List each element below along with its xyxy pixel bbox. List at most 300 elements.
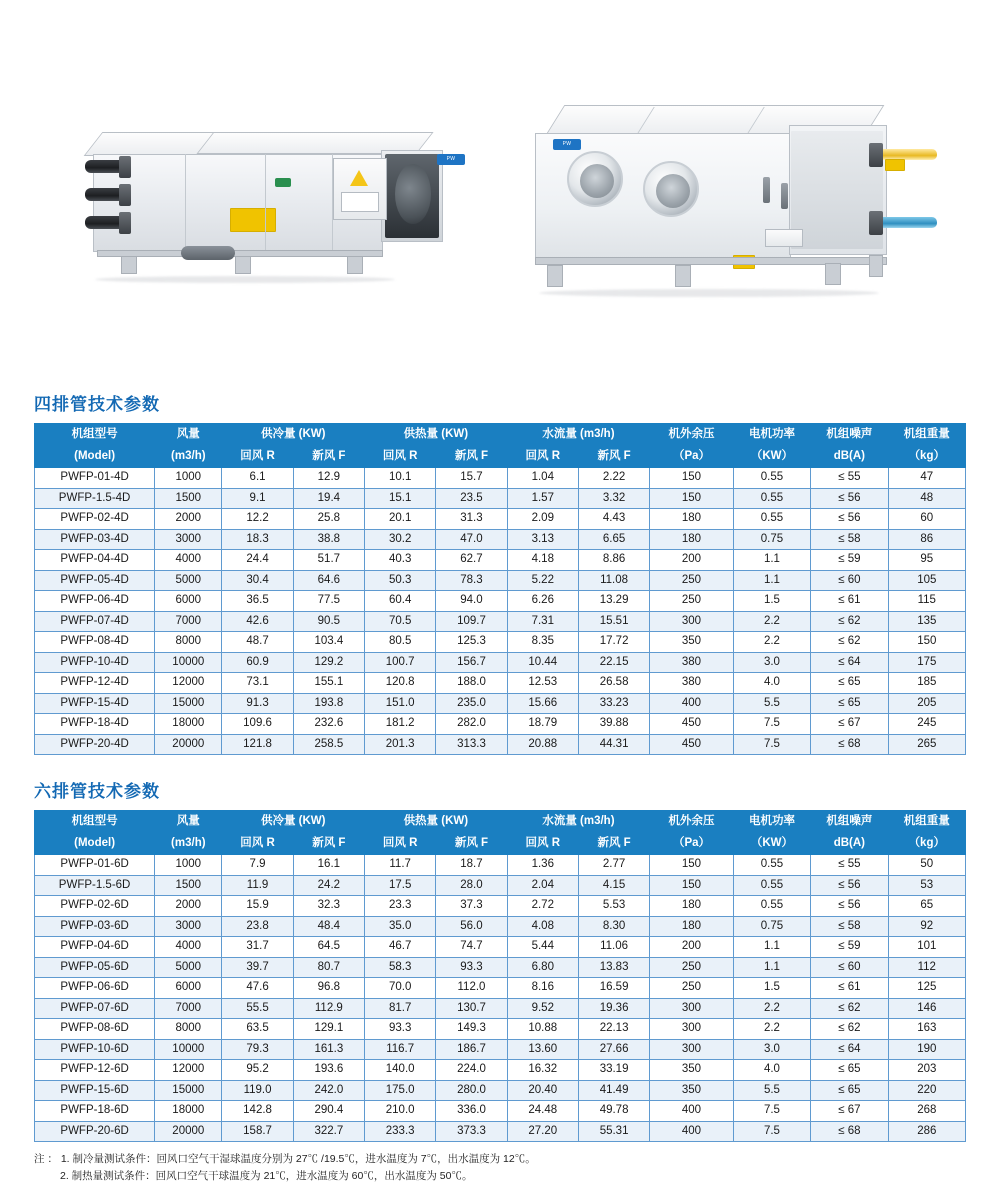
- note-line-1: 注 ： 1. 制冷量测试条件：回风口空气干湿球温度分别为 27℃ /19.5℃，进水温度为 7℃，出水温度为 12℃。: [34, 1153, 536, 1165]
- th-airflow-top: 风量: [155, 424, 222, 446]
- cell-value: 8000: [155, 632, 222, 653]
- cell-value: 78.3: [436, 570, 507, 591]
- cell-value: 46.7: [365, 937, 436, 958]
- cell-value: 5000: [155, 570, 222, 591]
- cell-value: 55.5: [222, 998, 293, 1019]
- cell-value: 48: [888, 488, 965, 509]
- cell-model: PWFP-18-6D: [35, 1101, 155, 1122]
- table-row: [35, 714, 966, 735]
- cell-value: 12.9: [293, 468, 364, 489]
- cell-value: 1.57: [507, 488, 578, 509]
- th-heating: 供热量 (KW): [365, 811, 508, 833]
- cell-value: 350: [650, 1060, 734, 1081]
- th-cooling-return: 回风 R: [222, 446, 293, 468]
- cell-value: 1.1: [733, 957, 810, 978]
- cell-value: 105: [888, 570, 965, 591]
- cell-value: 220: [888, 1080, 965, 1101]
- cell-value: 7.5: [733, 734, 810, 755]
- mounting-foot: [825, 263, 841, 285]
- th-cooling-fresh: 新风 F: [293, 833, 364, 855]
- cell-value: 193.6: [293, 1060, 364, 1081]
- cell-model: PWFP-05-6D: [35, 957, 155, 978]
- th-water: 水流量 (m3/h): [507, 811, 650, 833]
- cell-value: 12.53: [507, 673, 578, 694]
- table-row: [35, 488, 966, 509]
- cell-value: 23.3: [365, 896, 436, 917]
- cell-value: 7.5: [733, 1121, 810, 1142]
- cell-value: 5.22: [507, 570, 578, 591]
- cell-value: 2.2: [733, 998, 810, 1019]
- cell-value: 129.2: [293, 652, 364, 673]
- cell-value: 37.3: [436, 896, 507, 917]
- cell-value: 200: [650, 550, 734, 571]
- cell-value: 33.19: [578, 1060, 649, 1081]
- cell-value: 101: [888, 937, 965, 958]
- cell-value: 2.22: [578, 468, 649, 489]
- cell-value: 450: [650, 734, 734, 755]
- table-row: [35, 916, 966, 937]
- cell-value: 156.7: [436, 652, 507, 673]
- cell-value: 42.6: [222, 611, 293, 632]
- cell-value: 100.7: [365, 652, 436, 673]
- cell-value: 48.7: [222, 632, 293, 653]
- six-row-table-wrapper: [34, 810, 966, 1142]
- cell-value: 11.06: [578, 937, 649, 958]
- cell-value: 80.5: [365, 632, 436, 653]
- cell-value: 180: [650, 509, 734, 530]
- cell-value: 10.44: [507, 652, 578, 673]
- cell-model: PWFP-08-4D: [35, 632, 155, 653]
- cell-value: 31.3: [436, 509, 507, 530]
- cell-value: 300: [650, 1039, 734, 1060]
- cell-value: ≤ 62: [811, 611, 888, 632]
- th-static-top: 机外余压: [650, 811, 734, 833]
- cell-value: 250: [650, 591, 734, 612]
- cell-value: 5.44: [507, 937, 578, 958]
- table-row: [35, 652, 966, 673]
- cell-value: 15.1: [365, 488, 436, 509]
- cell-value: 9.52: [507, 998, 578, 1019]
- cell-value: 135: [888, 611, 965, 632]
- six-row-spec-table: [34, 810, 966, 1142]
- blue-pipe-lower: [877, 217, 937, 228]
- table-row: [35, 875, 966, 896]
- cell-value: 250: [650, 957, 734, 978]
- cell-model: PWFP-03-4D: [35, 529, 155, 550]
- left-unit-nameplate: [341, 192, 379, 212]
- table-header: [35, 811, 966, 855]
- th-static-bottom: （Pa）: [650, 833, 734, 855]
- cell-value: ≤ 59: [811, 937, 888, 958]
- cell-value: 6.26: [507, 591, 578, 612]
- cell-value: 1.36: [507, 855, 578, 876]
- cell-model: PWFP-03-6D: [35, 916, 155, 937]
- cell-value: 224.0: [436, 1060, 507, 1081]
- cell-value: 20.1: [365, 509, 436, 530]
- cell-value: 15.66: [507, 693, 578, 714]
- cell-value: ≤ 60: [811, 957, 888, 978]
- cell-model: PWFP-1.5-4D: [35, 488, 155, 509]
- cell-value: 50: [888, 855, 965, 876]
- cell-value: 32.3: [293, 896, 364, 917]
- cell-value: 2000: [155, 896, 222, 917]
- cell-value: 17.72: [578, 632, 649, 653]
- mounting-foot: [869, 255, 883, 277]
- th-noise-bottom: dB(A): [811, 446, 888, 468]
- cell-value: 70.5: [365, 611, 436, 632]
- cell-value: 103.4: [293, 632, 364, 653]
- cell-value: 2.72: [507, 896, 578, 917]
- cell-value: 2.2: [733, 611, 810, 632]
- cell-value: 5.5: [733, 1080, 810, 1101]
- table-row: [35, 1121, 966, 1142]
- cell-value: 64.6: [293, 570, 364, 591]
- table-row: [35, 550, 966, 571]
- pipe-tag: [885, 159, 905, 171]
- cell-value: ≤ 60: [811, 570, 888, 591]
- cell-value: 3.13: [507, 529, 578, 550]
- cell-value: 0.75: [733, 916, 810, 937]
- cell-value: ≤ 58: [811, 529, 888, 550]
- cell-value: 190: [888, 1039, 965, 1060]
- cell-value: 86: [888, 529, 965, 550]
- cell-value: 0.55: [733, 855, 810, 876]
- cell-value: 232.6: [293, 714, 364, 735]
- cell-value: 12000: [155, 1060, 222, 1081]
- cell-value: 150: [650, 875, 734, 896]
- cell-value: 20000: [155, 1121, 222, 1142]
- cell-value: 91.3: [222, 693, 293, 714]
- cell-value: 1000: [155, 468, 222, 489]
- cell-value: 0.55: [733, 896, 810, 917]
- cell-value: 109.6: [222, 714, 293, 735]
- cell-value: 4.15: [578, 875, 649, 896]
- cell-value: 64.5: [293, 937, 364, 958]
- cell-value: 119.0: [222, 1080, 293, 1101]
- cell-value: 40.3: [365, 550, 436, 571]
- cell-value: 26.58: [578, 673, 649, 694]
- cell-value: 258.5: [293, 734, 364, 755]
- cell-value: 146: [888, 998, 965, 1019]
- cell-value: 24.48: [507, 1101, 578, 1122]
- cell-value: 3.0: [733, 1039, 810, 1060]
- cell-value: 149.3: [436, 1019, 507, 1040]
- mounting-foot: [547, 265, 563, 287]
- cell-value: 13.60: [507, 1039, 578, 1060]
- cell-model: PWFP-15-6D: [35, 1080, 155, 1101]
- cell-value: 350: [650, 1080, 734, 1101]
- cell-value: 15.7: [436, 468, 507, 489]
- cell-value: 120.8: [365, 673, 436, 694]
- cell-value: 0.55: [733, 488, 810, 509]
- cell-value: 112.0: [436, 978, 507, 999]
- th-heating: 供热量 (KW): [365, 424, 508, 446]
- th-heating-return: 回风 R: [365, 446, 436, 468]
- cell-value: 77.5: [293, 591, 364, 612]
- table-row: [35, 855, 966, 876]
- table-row: [35, 1101, 966, 1122]
- cell-value: 1.5: [733, 591, 810, 612]
- fan-wheel-icon: [395, 164, 431, 224]
- th-airflow-top: 风量: [155, 811, 222, 833]
- cell-value: 400: [650, 693, 734, 714]
- cell-value: 322.7: [293, 1121, 364, 1142]
- cell-value: 5.53: [578, 896, 649, 917]
- cell-value: ≤ 68: [811, 734, 888, 755]
- cell-value: 112: [888, 957, 965, 978]
- cell-value: 380: [650, 652, 734, 673]
- cell-model: PWFP-02-4D: [35, 509, 155, 530]
- brand-mark-small: [275, 178, 291, 187]
- cell-value: 373.3: [436, 1121, 507, 1142]
- cell-value: 0.55: [733, 875, 810, 896]
- cell-value: ≤ 64: [811, 1039, 888, 1060]
- drain-connection: [181, 246, 235, 260]
- cell-value: 280.0: [436, 1080, 507, 1101]
- cell-value: 50.3: [365, 570, 436, 591]
- cell-value: 290.4: [293, 1101, 364, 1122]
- cell-value: 400: [650, 1101, 734, 1122]
- cell-value: 6.80: [507, 957, 578, 978]
- table-row: [35, 693, 966, 714]
- door-handle-2: [781, 183, 788, 209]
- cell-value: 112.9: [293, 998, 364, 1019]
- cell-value: 23.8: [222, 916, 293, 937]
- cell-value: 1.1: [733, 570, 810, 591]
- cell-value: ≤ 55: [811, 855, 888, 876]
- cell-value: 93.3: [365, 1019, 436, 1040]
- cell-value: 10000: [155, 1039, 222, 1060]
- cell-value: 25.8: [293, 509, 364, 530]
- cell-model: PWFP-10-6D: [35, 1039, 155, 1060]
- cell-value: 1.5: [733, 978, 810, 999]
- mounting-foot: [347, 256, 363, 274]
- cell-value: 30.4: [222, 570, 293, 591]
- cell-value: 282.0: [436, 714, 507, 735]
- cell-value: 6000: [155, 591, 222, 612]
- cell-value: 245: [888, 714, 965, 735]
- cell-value: 188.0: [436, 673, 507, 694]
- cell-value: 180: [650, 529, 734, 550]
- cell-value: 203: [888, 1060, 965, 1081]
- cell-value: 125.3: [436, 632, 507, 653]
- cell-value: 286: [888, 1121, 965, 1142]
- cell-value: 150: [650, 855, 734, 876]
- cell-value: 20.88: [507, 734, 578, 755]
- cell-value: ≤ 67: [811, 1101, 888, 1122]
- cell-value: 11.08: [578, 570, 649, 591]
- panel-seam: [185, 154, 186, 252]
- cell-value: 180: [650, 896, 734, 917]
- cell-value: 300: [650, 998, 734, 1019]
- cell-model: PWFP-18-4D: [35, 714, 155, 735]
- cell-value: 15.51: [578, 611, 649, 632]
- cell-value: 22.13: [578, 1019, 649, 1040]
- cell-value: 0.55: [733, 509, 810, 530]
- cell-value: 8000: [155, 1019, 222, 1040]
- cell-value: 161.3: [293, 1039, 364, 1060]
- cell-value: 27.66: [578, 1039, 649, 1060]
- table-row: [35, 632, 966, 653]
- cell-model: PWFP-04-6D: [35, 937, 155, 958]
- warning-triangle-icon: [350, 170, 368, 186]
- th-static-bottom: （Pa）: [650, 446, 734, 468]
- cell-value: 8.16: [507, 978, 578, 999]
- cell-value: 7.31: [507, 611, 578, 632]
- cell-value: ≤ 56: [811, 875, 888, 896]
- cell-value: ≤ 56: [811, 896, 888, 917]
- cell-value: 15000: [155, 693, 222, 714]
- cell-model: PWFP-12-4D: [35, 673, 155, 694]
- cell-value: 300: [650, 611, 734, 632]
- cell-value: 181.2: [365, 714, 436, 735]
- cell-value: 7.5: [733, 714, 810, 735]
- cell-value: 53: [888, 875, 965, 896]
- cell-value: 235.0: [436, 693, 507, 714]
- th-water-fresh: 新风 F: [578, 446, 649, 468]
- cell-value: 38.8: [293, 529, 364, 550]
- right-unit-nameplate: [765, 229, 803, 247]
- th-cooling-fresh: 新风 F: [293, 446, 364, 468]
- cell-value: 3000: [155, 529, 222, 550]
- cell-value: 2.77: [578, 855, 649, 876]
- cell-value: 116.7: [365, 1039, 436, 1060]
- cell-value: 1500: [155, 488, 222, 509]
- th-static-top: 机外余压: [650, 424, 734, 446]
- cell-value: 1000: [155, 855, 222, 876]
- cell-value: 336.0: [436, 1101, 507, 1122]
- cell-value: 185: [888, 673, 965, 694]
- th-heating-fresh: 新风 F: [436, 833, 507, 855]
- cell-value: 2.2: [733, 1019, 810, 1040]
- cell-value: ≤ 62: [811, 998, 888, 1019]
- th-airflow-bottom: (m3/h): [155, 446, 222, 468]
- th-cooling: 供冷量 (KW): [222, 424, 365, 446]
- cell-value: 10.88: [507, 1019, 578, 1040]
- cell-value: 242.0: [293, 1080, 364, 1101]
- cell-value: ≤ 68: [811, 1121, 888, 1142]
- cell-value: 80.7: [293, 957, 364, 978]
- cell-value: 201.3: [365, 734, 436, 755]
- cell-model: PWFP-01-4D: [35, 468, 155, 489]
- cell-model: PWFP-05-4D: [35, 570, 155, 591]
- th-heating-fresh: 新风 F: [436, 446, 507, 468]
- cell-value: 8.30: [578, 916, 649, 937]
- cell-value: 56.0: [436, 916, 507, 937]
- pipe-flange: [119, 156, 131, 178]
- cell-model: PWFP-20-6D: [35, 1121, 155, 1142]
- cell-value: 1.1: [733, 937, 810, 958]
- cell-value: 8.86: [578, 550, 649, 571]
- cell-value: 151.0: [365, 693, 436, 714]
- cell-value: 28.0: [436, 875, 507, 896]
- cell-value: ≤ 64: [811, 652, 888, 673]
- cell-value: 180: [650, 916, 734, 937]
- cell-value: ≤ 61: [811, 978, 888, 999]
- cell-value: 70.0: [365, 978, 436, 999]
- cell-value: 2.2: [733, 632, 810, 653]
- mounting-foot: [675, 265, 691, 287]
- cell-value: 140.0: [365, 1060, 436, 1081]
- cell-value: 13.83: [578, 957, 649, 978]
- cell-value: 74.7: [436, 937, 507, 958]
- cell-value: 210.0: [365, 1101, 436, 1122]
- table-row: [35, 1019, 966, 1040]
- th-water-return: 回风 R: [507, 446, 578, 468]
- right-product-image: [525, 105, 945, 320]
- cell-value: 20000: [155, 734, 222, 755]
- th-power-bottom: （KW）: [733, 446, 810, 468]
- cell-value: 16.59: [578, 978, 649, 999]
- cell-value: 41.49: [578, 1080, 649, 1101]
- cell-value: 23.5: [436, 488, 507, 509]
- cell-value: 18000: [155, 714, 222, 735]
- mounting-foot: [121, 256, 137, 274]
- cell-value: 1.04: [507, 468, 578, 489]
- cell-value: 115: [888, 591, 965, 612]
- table-row: [35, 978, 966, 999]
- caution-label: [230, 208, 276, 232]
- cell-value: 47.0: [436, 529, 507, 550]
- table-header: [35, 424, 966, 468]
- cell-model: PWFP-1.5-6D: [35, 875, 155, 896]
- table-row: [35, 896, 966, 917]
- cell-value: 205: [888, 693, 965, 714]
- cell-value: 265: [888, 734, 965, 755]
- cell-value: 44.31: [578, 734, 649, 755]
- cell-value: 250: [650, 978, 734, 999]
- cell-value: 17.5: [365, 875, 436, 896]
- door-handle-1: [763, 177, 770, 203]
- cell-model: PWFP-07-4D: [35, 611, 155, 632]
- pipe-flange: [869, 211, 883, 235]
- cell-value: 5.5: [733, 693, 810, 714]
- four-row-table-wrapper: [34, 423, 966, 755]
- cell-value: 31.7: [222, 937, 293, 958]
- cell-value: 65: [888, 896, 965, 917]
- cell-value: 11.7: [365, 855, 436, 876]
- cell-value: 60.9: [222, 652, 293, 673]
- cell-value: ≤ 55: [811, 468, 888, 489]
- cell-value: 10.1: [365, 468, 436, 489]
- cell-value: 10000: [155, 652, 222, 673]
- cell-value: 233.3: [365, 1121, 436, 1142]
- brand-logo: PW: [553, 139, 581, 150]
- cell-model: PWFP-07-6D: [35, 998, 155, 1019]
- cell-value: 5000: [155, 957, 222, 978]
- cell-value: 12000: [155, 673, 222, 694]
- th-heating-return: 回风 R: [365, 833, 436, 855]
- cell-value: 4.0: [733, 1060, 810, 1081]
- cell-value: 400: [650, 1121, 734, 1142]
- cell-value: ≤ 67: [811, 714, 888, 735]
- cell-value: 4.43: [578, 509, 649, 530]
- th-weight-bottom: （kg）: [888, 446, 965, 468]
- cell-value: 3000: [155, 916, 222, 937]
- cell-value: 49.78: [578, 1101, 649, 1122]
- th-noise-top: 机组噪声: [811, 424, 888, 446]
- cell-value: 22.15: [578, 652, 649, 673]
- cell-value: 33.23: [578, 693, 649, 714]
- cell-value: 4000: [155, 937, 222, 958]
- four-row-spec-table: [34, 423, 966, 755]
- cell-value: 48.4: [293, 916, 364, 937]
- cell-value: 63.5: [222, 1019, 293, 1040]
- cell-value: 92: [888, 916, 965, 937]
- cell-value: 7000: [155, 611, 222, 632]
- cell-value: 125: [888, 978, 965, 999]
- cell-value: 13.29: [578, 591, 649, 612]
